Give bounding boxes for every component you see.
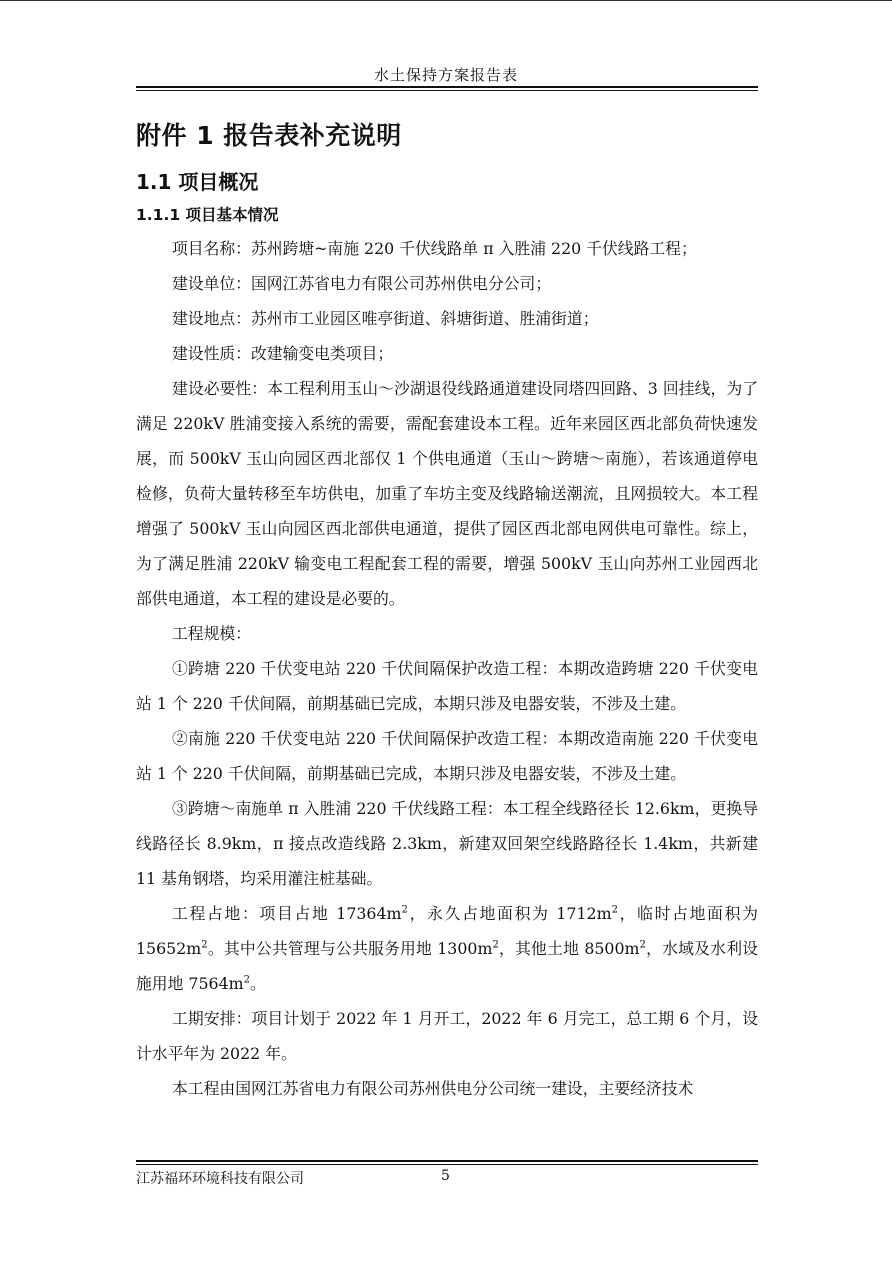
sup-2: 2 [492,939,499,951]
construction-necessity: 建设必要性：本工程利用玉山～沙湖退役线路通道建设同塔四回路、3 回挂线，为了满足 220kV 胜浦变接入系统的需要，需配套建设本工程。近年来园区西北部负荷快速发展，而 500kV 玉山向园区西北部仅 1 个供电通道（玉山～跨塘～南施），若该通道停电检修，负荷大量转移至车坊供电，加重了车坊主变及线路输送潮流，且网损较大。本工程增强了 500kV 玉山向园区西北部供电通道，提供了园区西北部电网供电可靠性。综上，为了满足胜浦 220kV 输变电工程配套工程的需要，增强 500kV 玉山向苏州工业园西北部供电通道，本工程的建设是必要的。 [136,379,758,608]
header-rule-thin [136,90,758,91]
project-name: 项目名称：苏州跨塘~南施 220 千伏线路单 π 入胜浦 220 千伏线路工程； [172,239,697,258]
land-text-a: 工程占地：项目占地 17364m [172,904,402,923]
land-text-d: 。其中公共管理与公共服务用地 1300m [207,939,493,958]
sup-2: 2 [639,939,646,951]
land-occupation [136,896,758,1001]
closing-paragraph: 本工程由国网江苏省电力有限公司苏州供电分公司统一建设，主要经济技术 [172,1079,694,1098]
scale-heading: 工程规模： [172,624,251,643]
land-text-e: ，其他土地 8500m [498,939,640,958]
footer-rule-thick [136,1160,758,1162]
sup-2: 2 [401,904,408,916]
schedule: 工期安排：项目计划于 2022 年 1 月开工，2022 年 6 月完工，总工期 6 个月，设计水平年为 2022 年。 [136,1009,758,1063]
land-text-b: ，永久占地面积为 1712m [407,904,612,923]
land-text-g: 。 [249,974,266,993]
subsubsection-title: 1.1.1 项目基本情况 [136,206,279,224]
sup-2: 2 [201,939,208,951]
subsection-title: 1.1 项目概况 [136,170,259,194]
scale-item-1: ①跨塘 220 千伏变电站 220 千伏间隔保护改造工程：本期改造跨塘 220 千伏变电站 1 个 220 千伏间隔，前期基础已完成，本期只涉及电器安装，不涉及土建。 [136,659,758,713]
construction-unit: 建设单位：国网江苏省电力有限公司苏州供电分公司； [172,274,552,293]
land-text-f: ，水域及水利设施用地 7564m [136,939,759,993]
scale-item-3: ③跨塘～南施单 π 入胜浦 220 千伏线路工程：本工程全线路径长 12.6km，更换导线路径长 8.9km，π 接点改造线路 2.3km，新建双回架空线路路径长 1.4km，共新建 11 基角钢塔，均采用灌注桩基础。 [136,799,758,888]
construction-location: 建设地点：苏州市工业园区唯亭街道、斜塘街道、胜浦街道； [172,309,599,328]
section-title: 附件 1 报告表补充说明 [136,121,402,150]
header-rule-thick [136,86,758,88]
body-text [136,231,758,1106]
sup-2: 2 [243,974,250,986]
scale-item-2: ②南施 220 千伏变电站 220 千伏间隔保护改造工程：本期改造南施 220 千伏变电站 1 个 220 千伏间隔，前期基础已完成，本期只涉及电器安装，不涉及土建。 [136,729,758,783]
sup-2: 2 [611,904,618,916]
footer-company: 江苏福环环境科技有限公司 [136,1171,304,1187]
land-text-c: ，临时占地面积为 15652m [136,904,758,958]
page-number: 5 [441,1168,450,1184]
footer-rule-thin [136,1164,758,1165]
construction-nature: 建设性质：改建输变电类项目； [172,344,394,363]
page-top-border [0,0,892,1]
running-header: 水土保持方案报告表 [373,66,518,84]
